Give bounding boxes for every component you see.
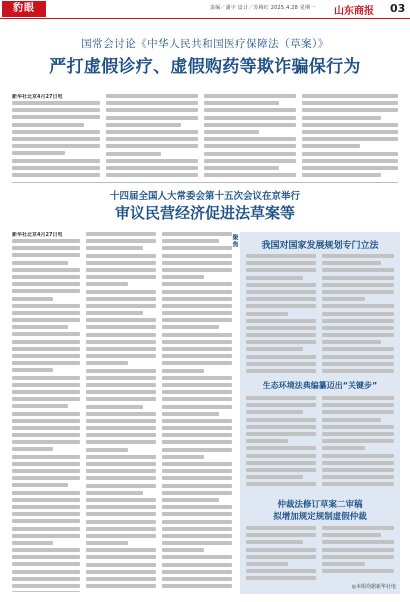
- article1-column-1: [12, 94, 100, 180]
- sidebar-credit: ◎本组均据新华社电: [351, 584, 396, 590]
- sidebar-heading-3a: 仲裁法修订草案二审稿: [277, 500, 363, 510]
- sidebar-text-1a: [246, 254, 316, 374]
- article1-column-2: [106, 94, 198, 180]
- article1-column-4: [302, 94, 398, 180]
- sidebar-heading-3b: 拟增加规定规制虚假仲裁: [273, 512, 367, 522]
- article1-headline: 严打虚假诊疗、虚假购药等欺诈骗保行为: [49, 57, 361, 77]
- brand-logo: 豹眼: [2, 1, 46, 17]
- editor-info: 责编／潘宇 设计／苏梅红 2025.4.28 星期一: [210, 5, 316, 11]
- article2-column-1: [12, 232, 80, 592]
- article1-kicker: 国常会讨论《中华人民共和国医疗保障法（草案）》: [81, 38, 329, 50]
- sidebar-heading-2: 生态环境法典编纂迈出“关键步”: [262, 381, 378, 390]
- article2-kicker: 十四届全国人大常委会第十五次会议在京举行: [109, 191, 300, 202]
- newspaper-name: 山东商报: [334, 6, 374, 17]
- sidebar-text-1b: [322, 254, 394, 374]
- sidebar-tag: 聚焦: [231, 234, 238, 248]
- sidebar-text-3a: [246, 526, 316, 582]
- article2-dateline: 新华社北京4月27日电: [12, 232, 63, 238]
- sidebar-text-2b: [322, 396, 394, 492]
- sidebar-heading-1: 我国对国家发展规划专门立法: [261, 241, 379, 251]
- article1-column-3: [204, 94, 296, 180]
- article2-headline: 审议民营经济促进法草案等: [114, 204, 295, 222]
- article2-column-3: [162, 232, 232, 592]
- page-number: 03: [390, 2, 406, 15]
- sidebar-box: [240, 232, 400, 594]
- sidebar-text-2a: [246, 396, 316, 492]
- article1-dateline: 新华社北京4月27日电: [12, 94, 63, 100]
- article2-column-2: [86, 232, 156, 592]
- section-divider: [12, 182, 398, 183]
- sidebar-text-3b: [322, 526, 394, 576]
